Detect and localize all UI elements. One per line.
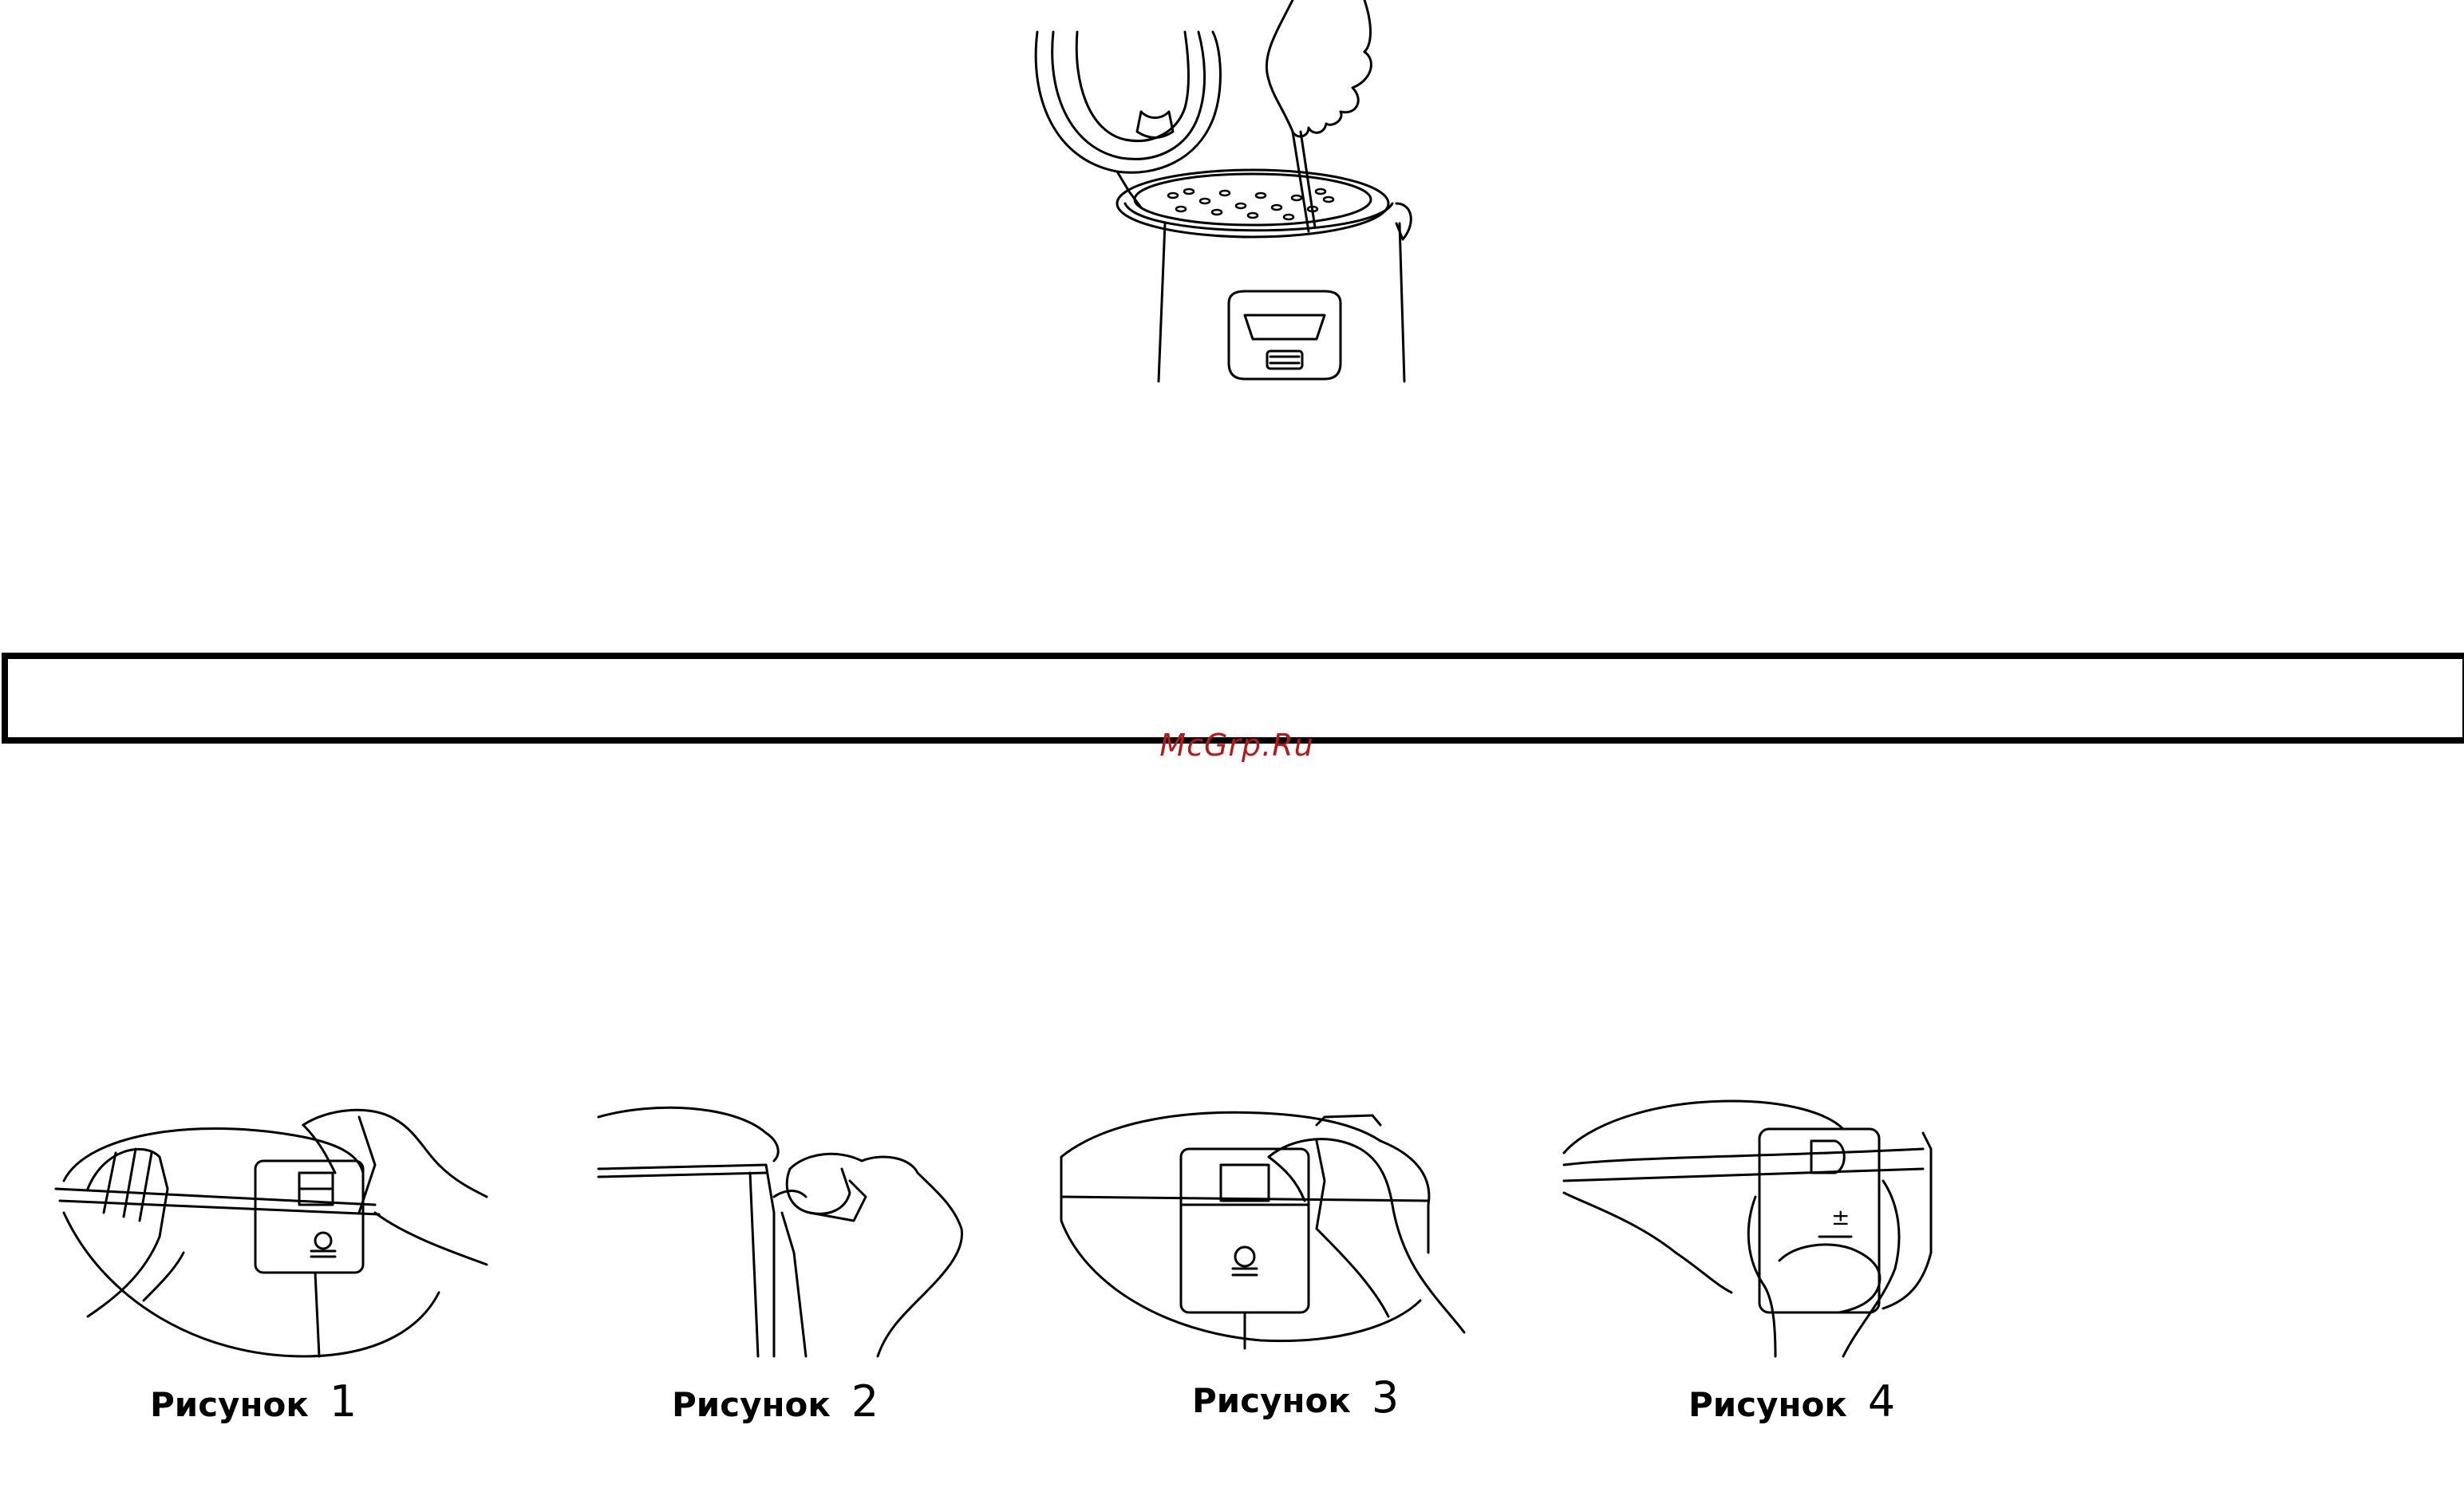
- figure-2: [590, 1093, 973, 1428]
- figure-1-caption-word: Рисунок: [150, 1385, 309, 1424]
- figure-1-caption-number: 1: [329, 1376, 357, 1427]
- figure-3-caption-number: 3: [1371, 1372, 1400, 1423]
- watermark-text: McGrp.Ru: [1159, 728, 1314, 763]
- svg-text:±: ±: [1831, 1204, 1850, 1230]
- figure-4: [1556, 1093, 1939, 1428]
- figure-4-caption-word: Рисунок: [1688, 1385, 1847, 1424]
- figure-3-caption-word: Рисунок: [1192, 1381, 1351, 1420]
- figure-3: [1053, 1093, 1468, 1428]
- hand-on-latch-icon: [590, 1093, 973, 1364]
- figure-1: [40, 1093, 503, 1428]
- hand-pressing-button-icon: [1053, 1093, 1468, 1364]
- hand-removing-cup-icon: [1556, 1093, 1939, 1364]
- figure-2-caption-word: Рисунок: [672, 1385, 831, 1424]
- hands-holding-lid-icon: [40, 1093, 503, 1364]
- figure-4-caption-number: 4: [1867, 1376, 1896, 1427]
- rice-cooker-illustration: [1021, 0, 1436, 391]
- figure-2-caption-number: 2: [851, 1376, 879, 1427]
